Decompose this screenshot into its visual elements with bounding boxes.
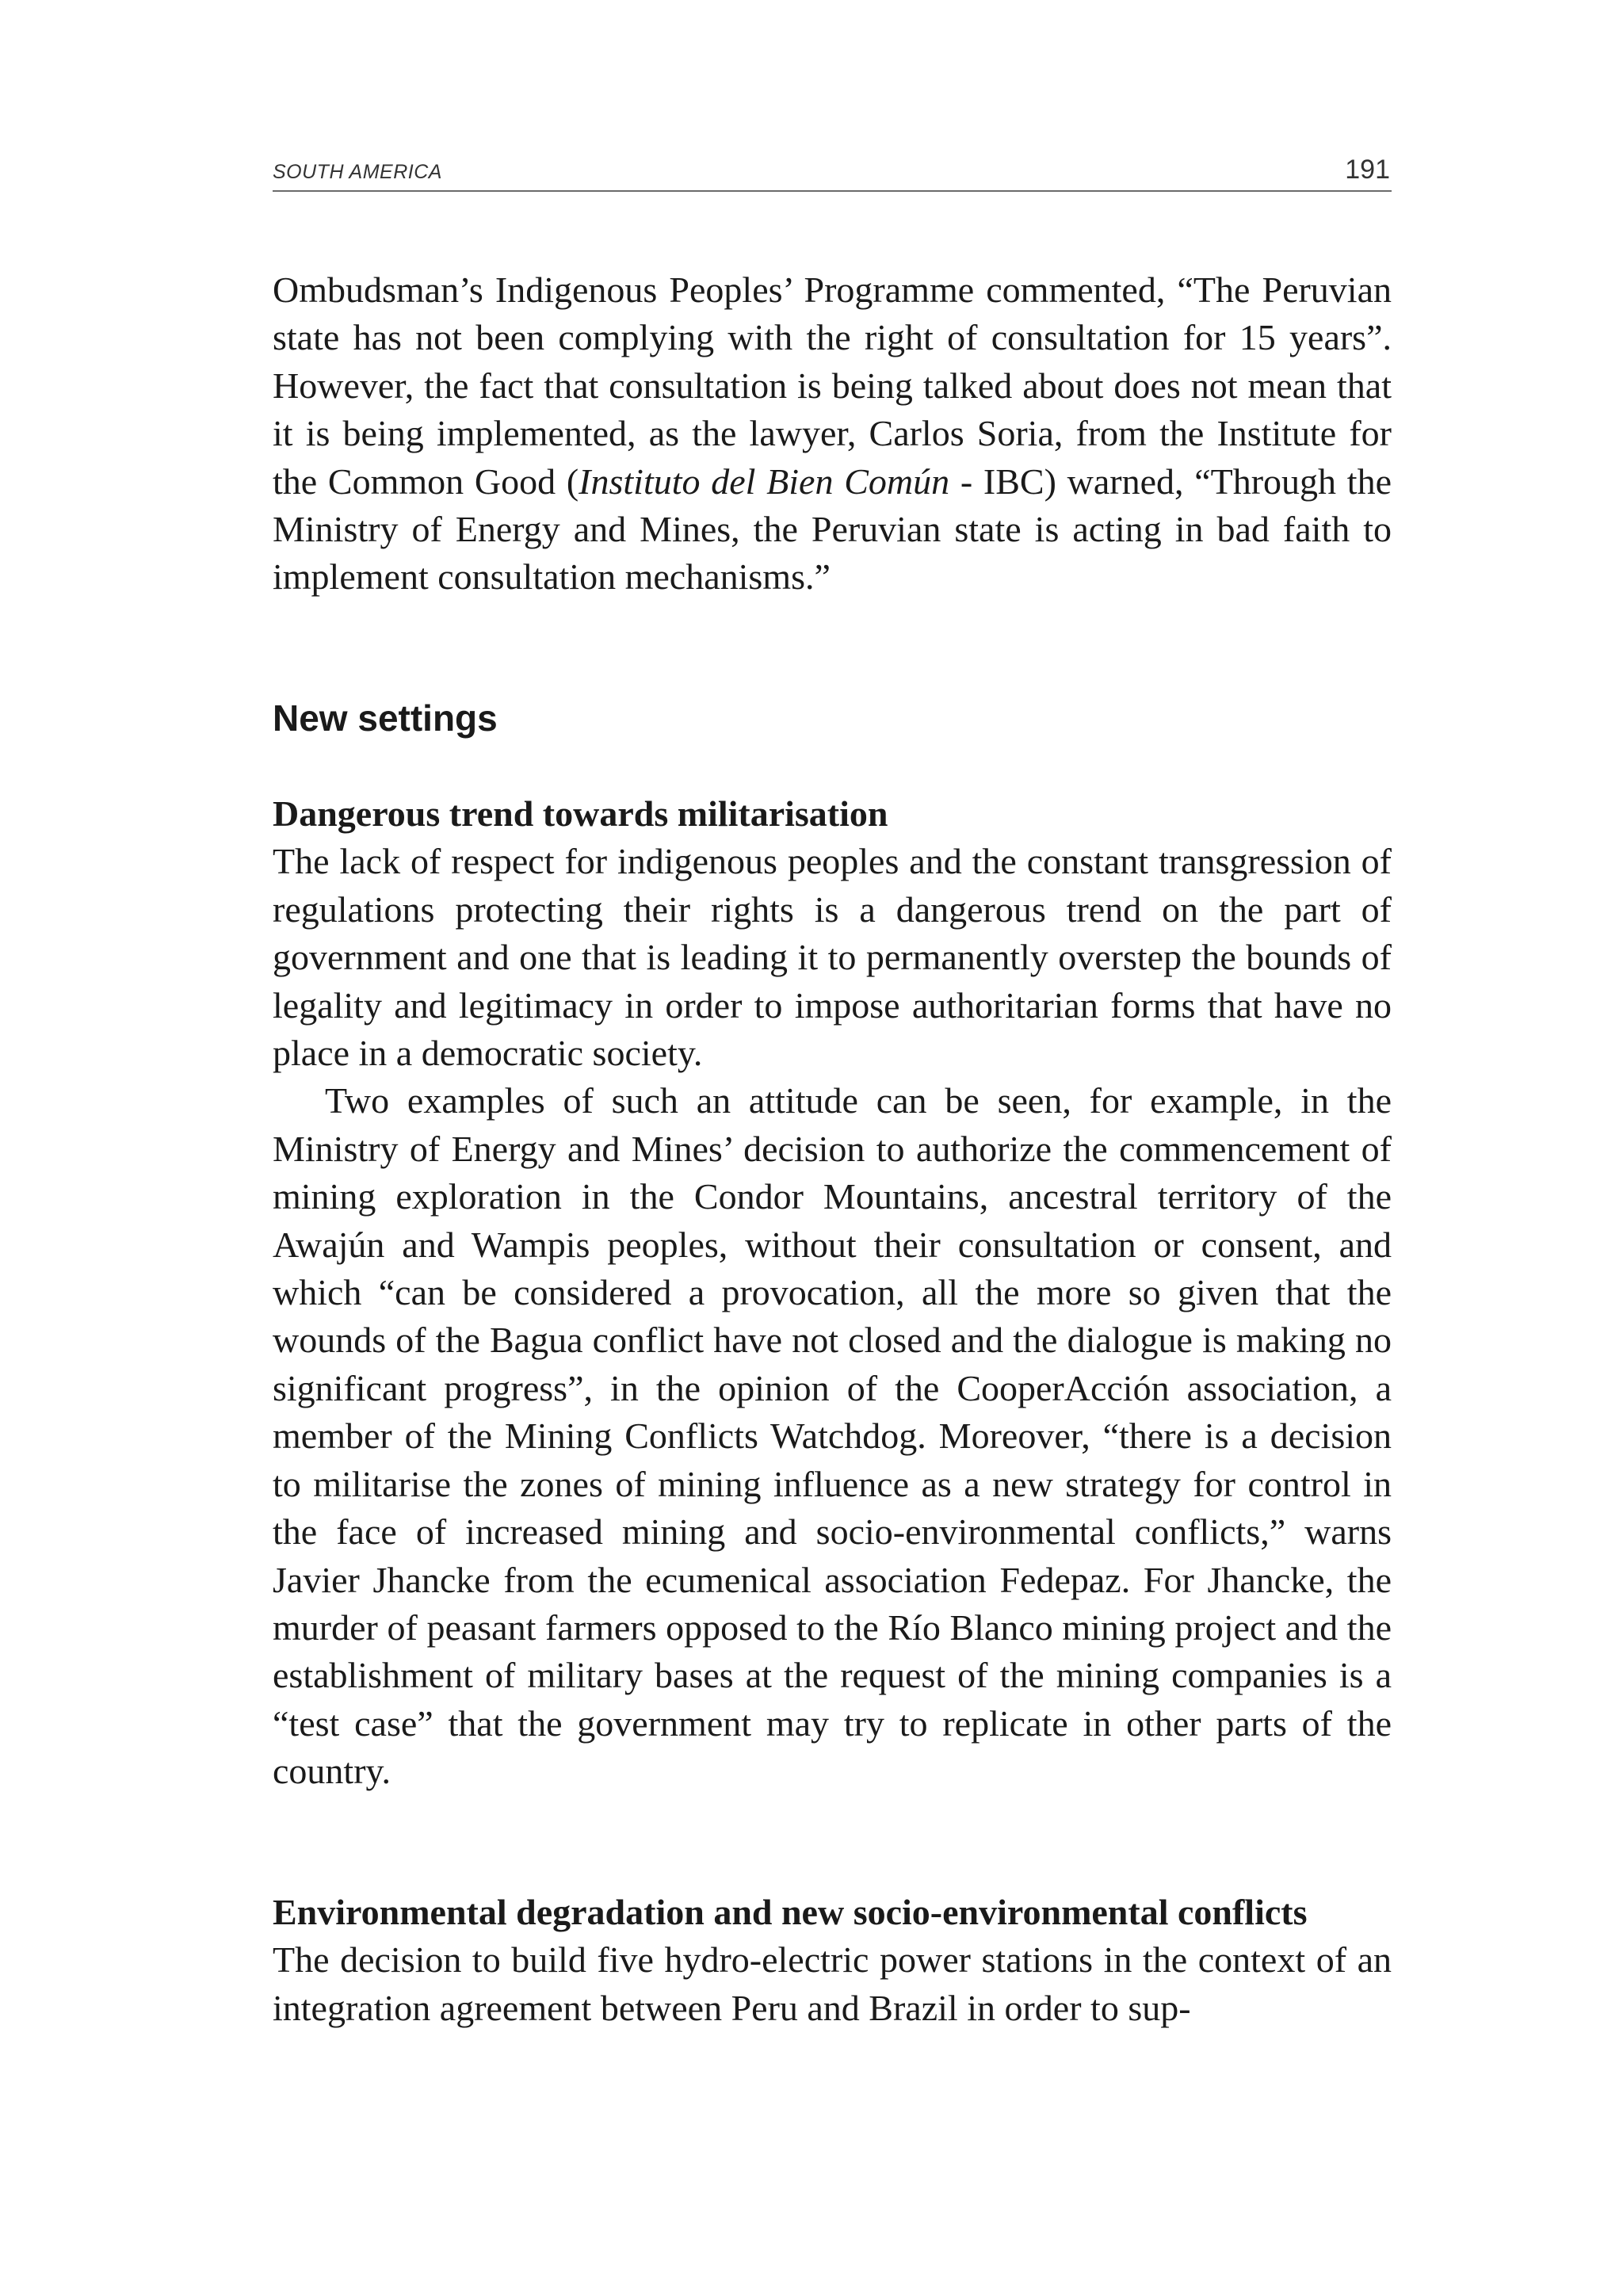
intro-text-part1: Ombudsman’s Indigenous Peoples’ Programme commented, “The Peruvian state has not been complying with the right of consultation for 15 years”. However, the fact that consultation is being talked about does not mean that it is being implemented, as the lawyer, Carlos Soria, from the Institute for the Common Good ( <box>273 269 1392 502</box>
intro-paragraph <box>273 266 1392 602</box>
intro-text-part3: - IBC) warned, “Through the Ministry of Energy and Mines, the Peruvian state is acting in bad faith to implement consultation mechanisms.” <box>273 460 1392 598</box>
environment-text-block <box>273 1889 1392 2032</box>
page-number: 191 <box>1345 155 1390 185</box>
intro-text-italic-term: Instituto del Bien Común <box>579 460 950 502</box>
subheading-militarisation: Dangerous trend towards militarisation <box>273 793 888 834</box>
subheading-environmental-degradation: Environmental degradation and new socio-environmental conflicts <box>273 1892 1308 1932</box>
intro-text-block <box>273 266 1392 602</box>
running-header-section-title: SOUTH AMERICA <box>273 161 442 183</box>
environment-paragraph-1: The decision to build five hydro-electric power stations in the context of an integration agreement between Peru and Brazil in order to sup- <box>273 1939 1392 2028</box>
militarisation-text-block <box>273 790 1392 1796</box>
section-heading-new-settings: New settings <box>273 697 498 739</box>
militarisation-paragraph-1: The lack of respect for indigenous peoples and the constant transgression of regulations protecting their rights is a dangerous trend on the part of government and one that is leading it to permanently overstep the bounds of legality and legitimacy in order to impose authoritarian forms that have no place in a democratic society. <box>273 841 1392 1074</box>
running-header <box>273 155 1392 192</box>
militarisation-paragraph-2: Two examples of such an attitude can be seen, for example, in the Ministry of Energy and Mines’ decision to authorize the commencement of mining exploration in the Condor Mountains, ancestral territory of the Awajún and Wampis peoples, without their consultation or consent, and which “can be considered a provocation, all the more so given that the wounds of the Bagua conflict have not closed and the dialogue is making no significant progress”, in the opinion of the CooperAcción association, a member of the Mining Conflicts Watchdog. Moreover, “there is a decision to militarise the zones of mining influence as a new strategy for control in the face of increased mining and socio-environmental conflicts,” warns Javier Jhancke from the ecumenical association Fedepaz. For Jhancke, the murder of peasant farmers opposed to the Río Blanco mining project and the establishment of military bases at the request of the mining companies is a “test case” that the government may try to replicate in other parts of the country. <box>273 1080 1392 1792</box>
